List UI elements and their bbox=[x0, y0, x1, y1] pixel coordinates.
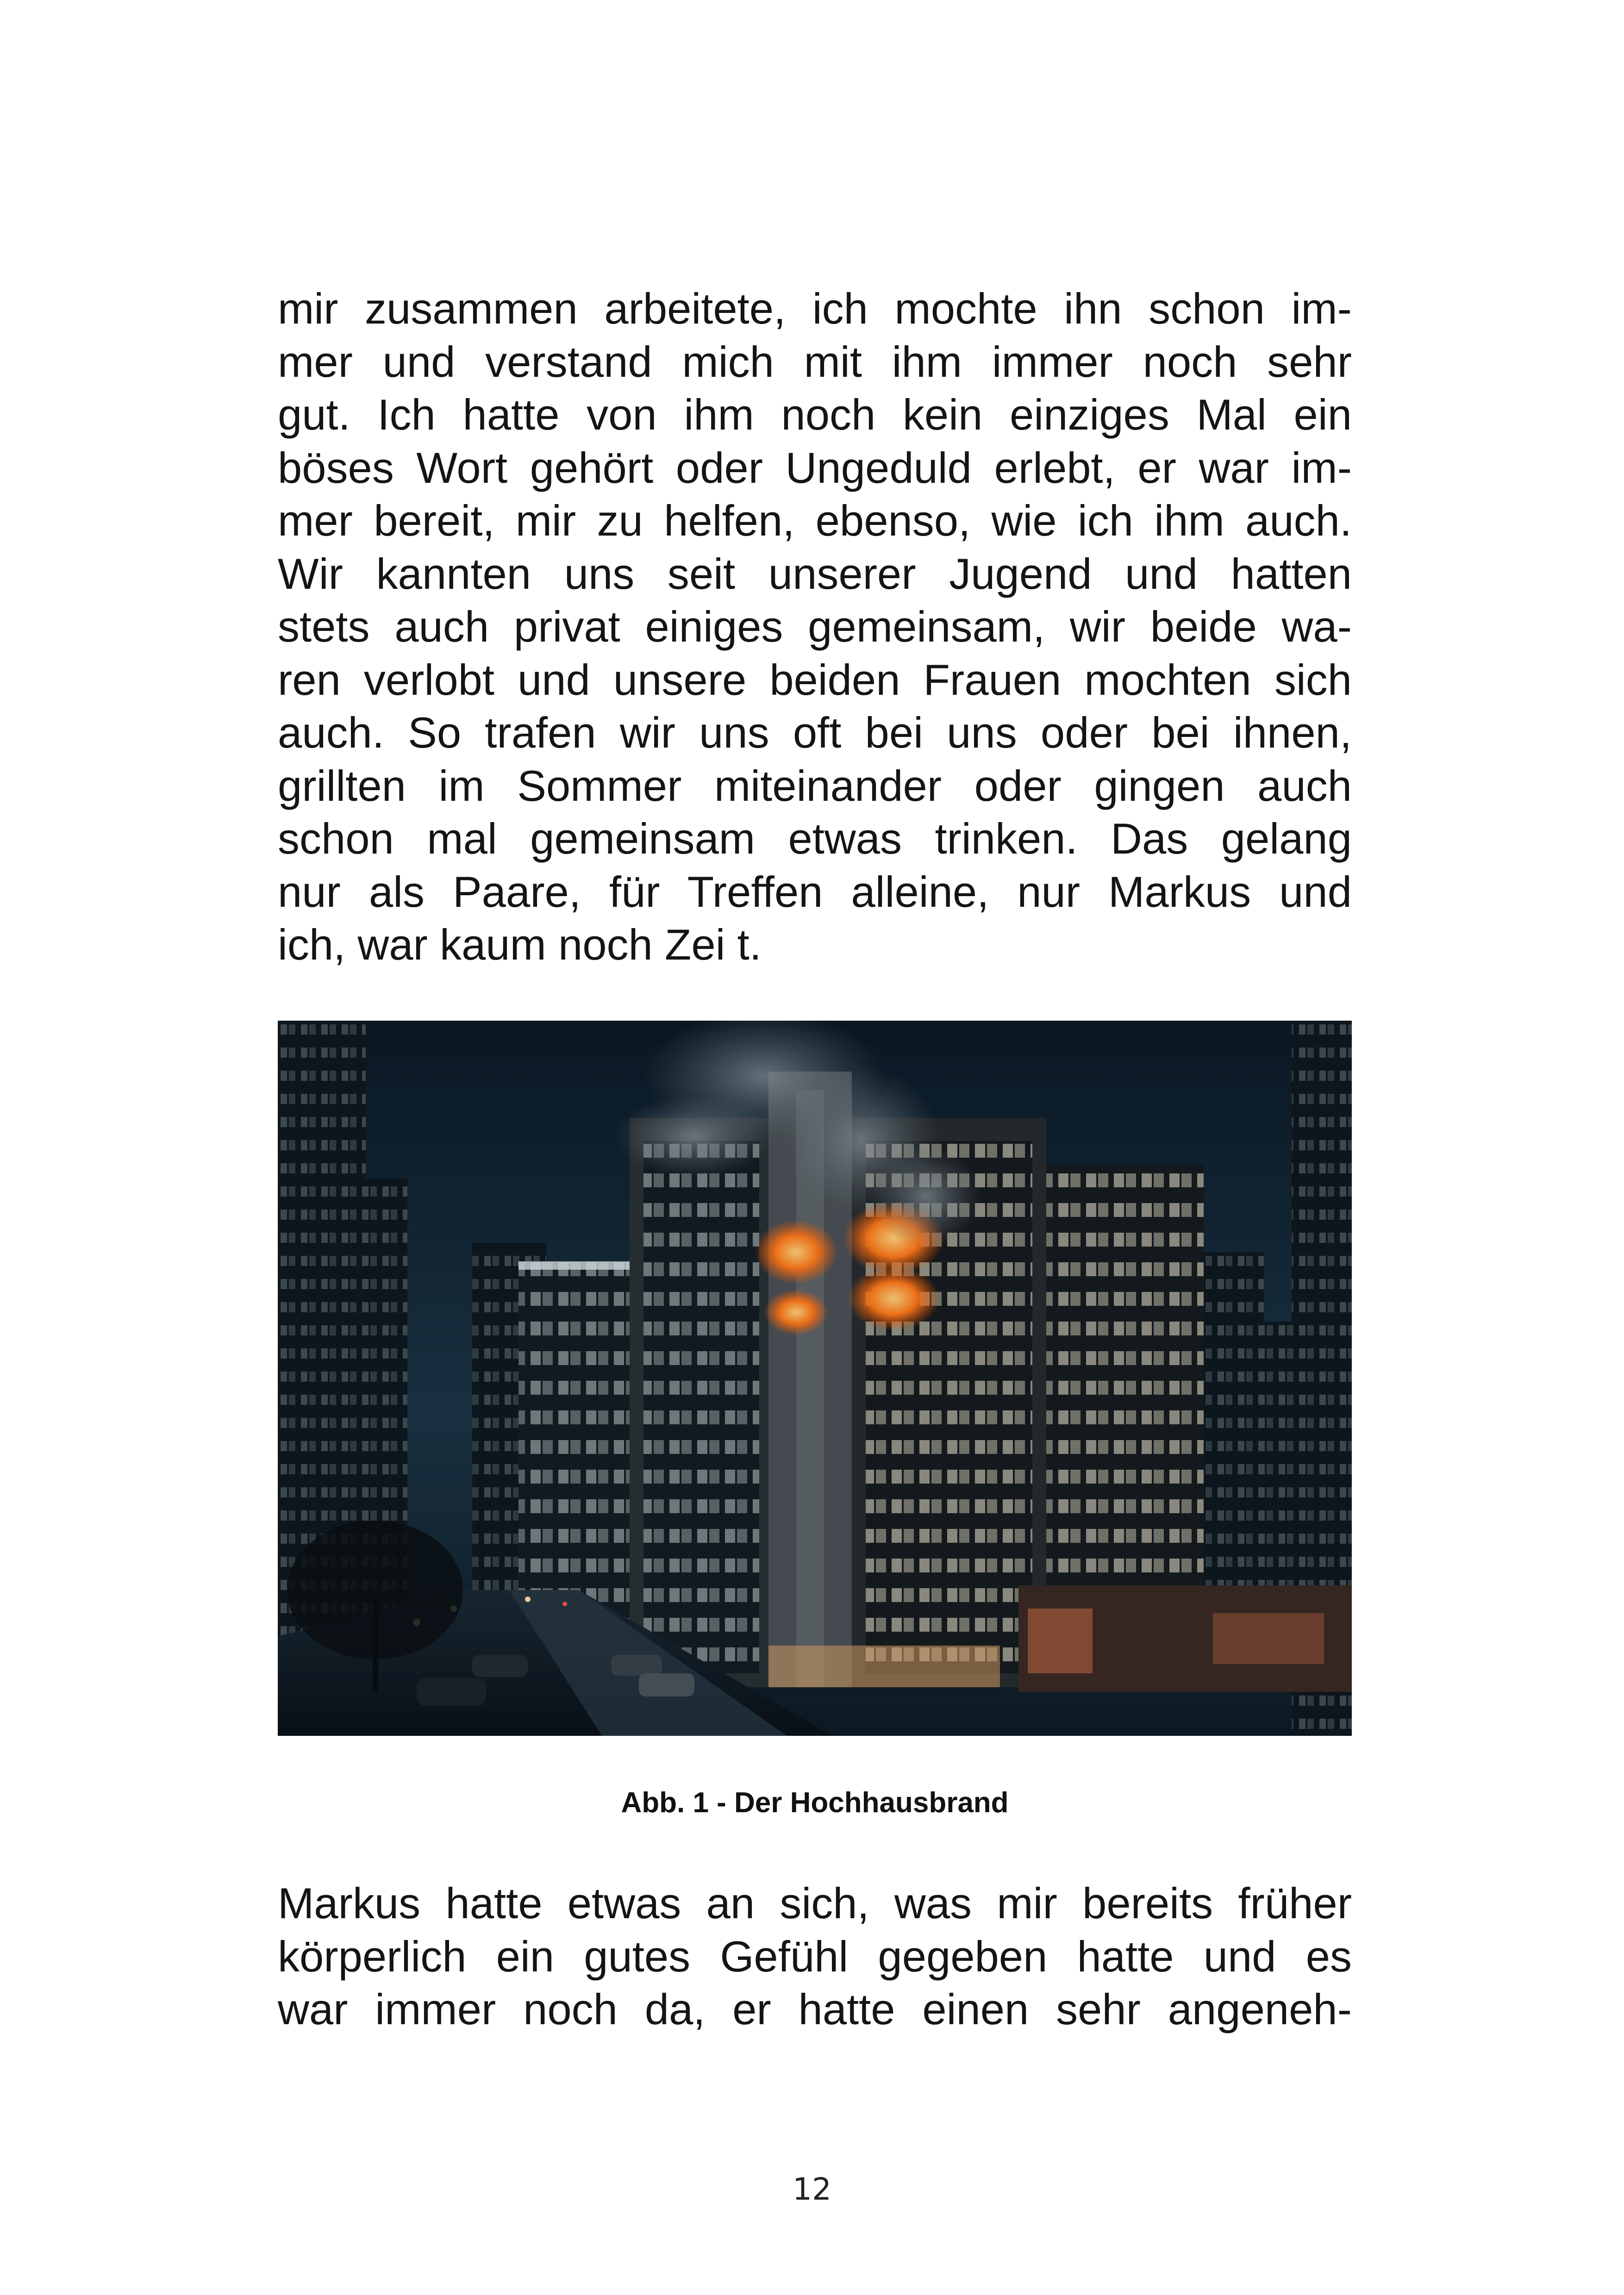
page-number: 12 bbox=[793, 2171, 831, 2207]
figure-image-burning-highrise bbox=[278, 1021, 1352, 1736]
text-line: schon mal gemeinsam etwas trinken. Das gelang bbox=[278, 814, 1352, 863]
text-line: war immer noch da, er hatte einen sehr angeneh- bbox=[278, 1985, 1352, 2033]
text-line: mer bereit, mir zu helfen, ebenso, wie ich ihm auch. bbox=[278, 496, 1352, 545]
body-paragraph bbox=[278, 282, 1352, 972]
text-line: mer und verstand mich mit ihm immer noch sehr bbox=[278, 337, 1352, 386]
text-line: mir zusammen arbeitete, ich mochte ihn schon im- bbox=[278, 284, 1352, 333]
text-line: böses Wort gehört oder Ungeduld erlebt, er war im- bbox=[278, 443, 1352, 492]
text-line: grillten im Sommer miteinander oder gingen auch bbox=[278, 761, 1352, 810]
text-line: ren verlobt und unsere beiden Frauen mochten sich bbox=[278, 655, 1352, 704]
text-line: auch. So trafen wir uns oft bei uns oder bei ihnen, bbox=[278, 708, 1352, 757]
text-line: Wir kannten uns seit unserer Jugend und hatten bbox=[278, 549, 1352, 598]
text-line: ich, war kaum noch Zei t. bbox=[278, 920, 762, 969]
body-paragraph bbox=[278, 1877, 1352, 2036]
text-line: stets auch privat einiges gemeinsam, wir beide wa- bbox=[278, 602, 1352, 651]
figure-caption: Abb. 1 - Der Hochhausbrand bbox=[621, 1787, 1009, 1819]
text-line: nur als Paare, für Treffen alleine, nur Markus und bbox=[278, 867, 1352, 916]
text-line: Markus hatte etwas an sich, was mir bereits früher bbox=[278, 1879, 1352, 1927]
text-line: körperlich ein gutes Gefühl gegeben hatte und es bbox=[278, 1932, 1352, 1981]
text-line: gut. Ich hatte von ihm noch kein einziges Mal ein bbox=[278, 390, 1352, 439]
city-night-illustration bbox=[278, 1021, 1352, 1736]
